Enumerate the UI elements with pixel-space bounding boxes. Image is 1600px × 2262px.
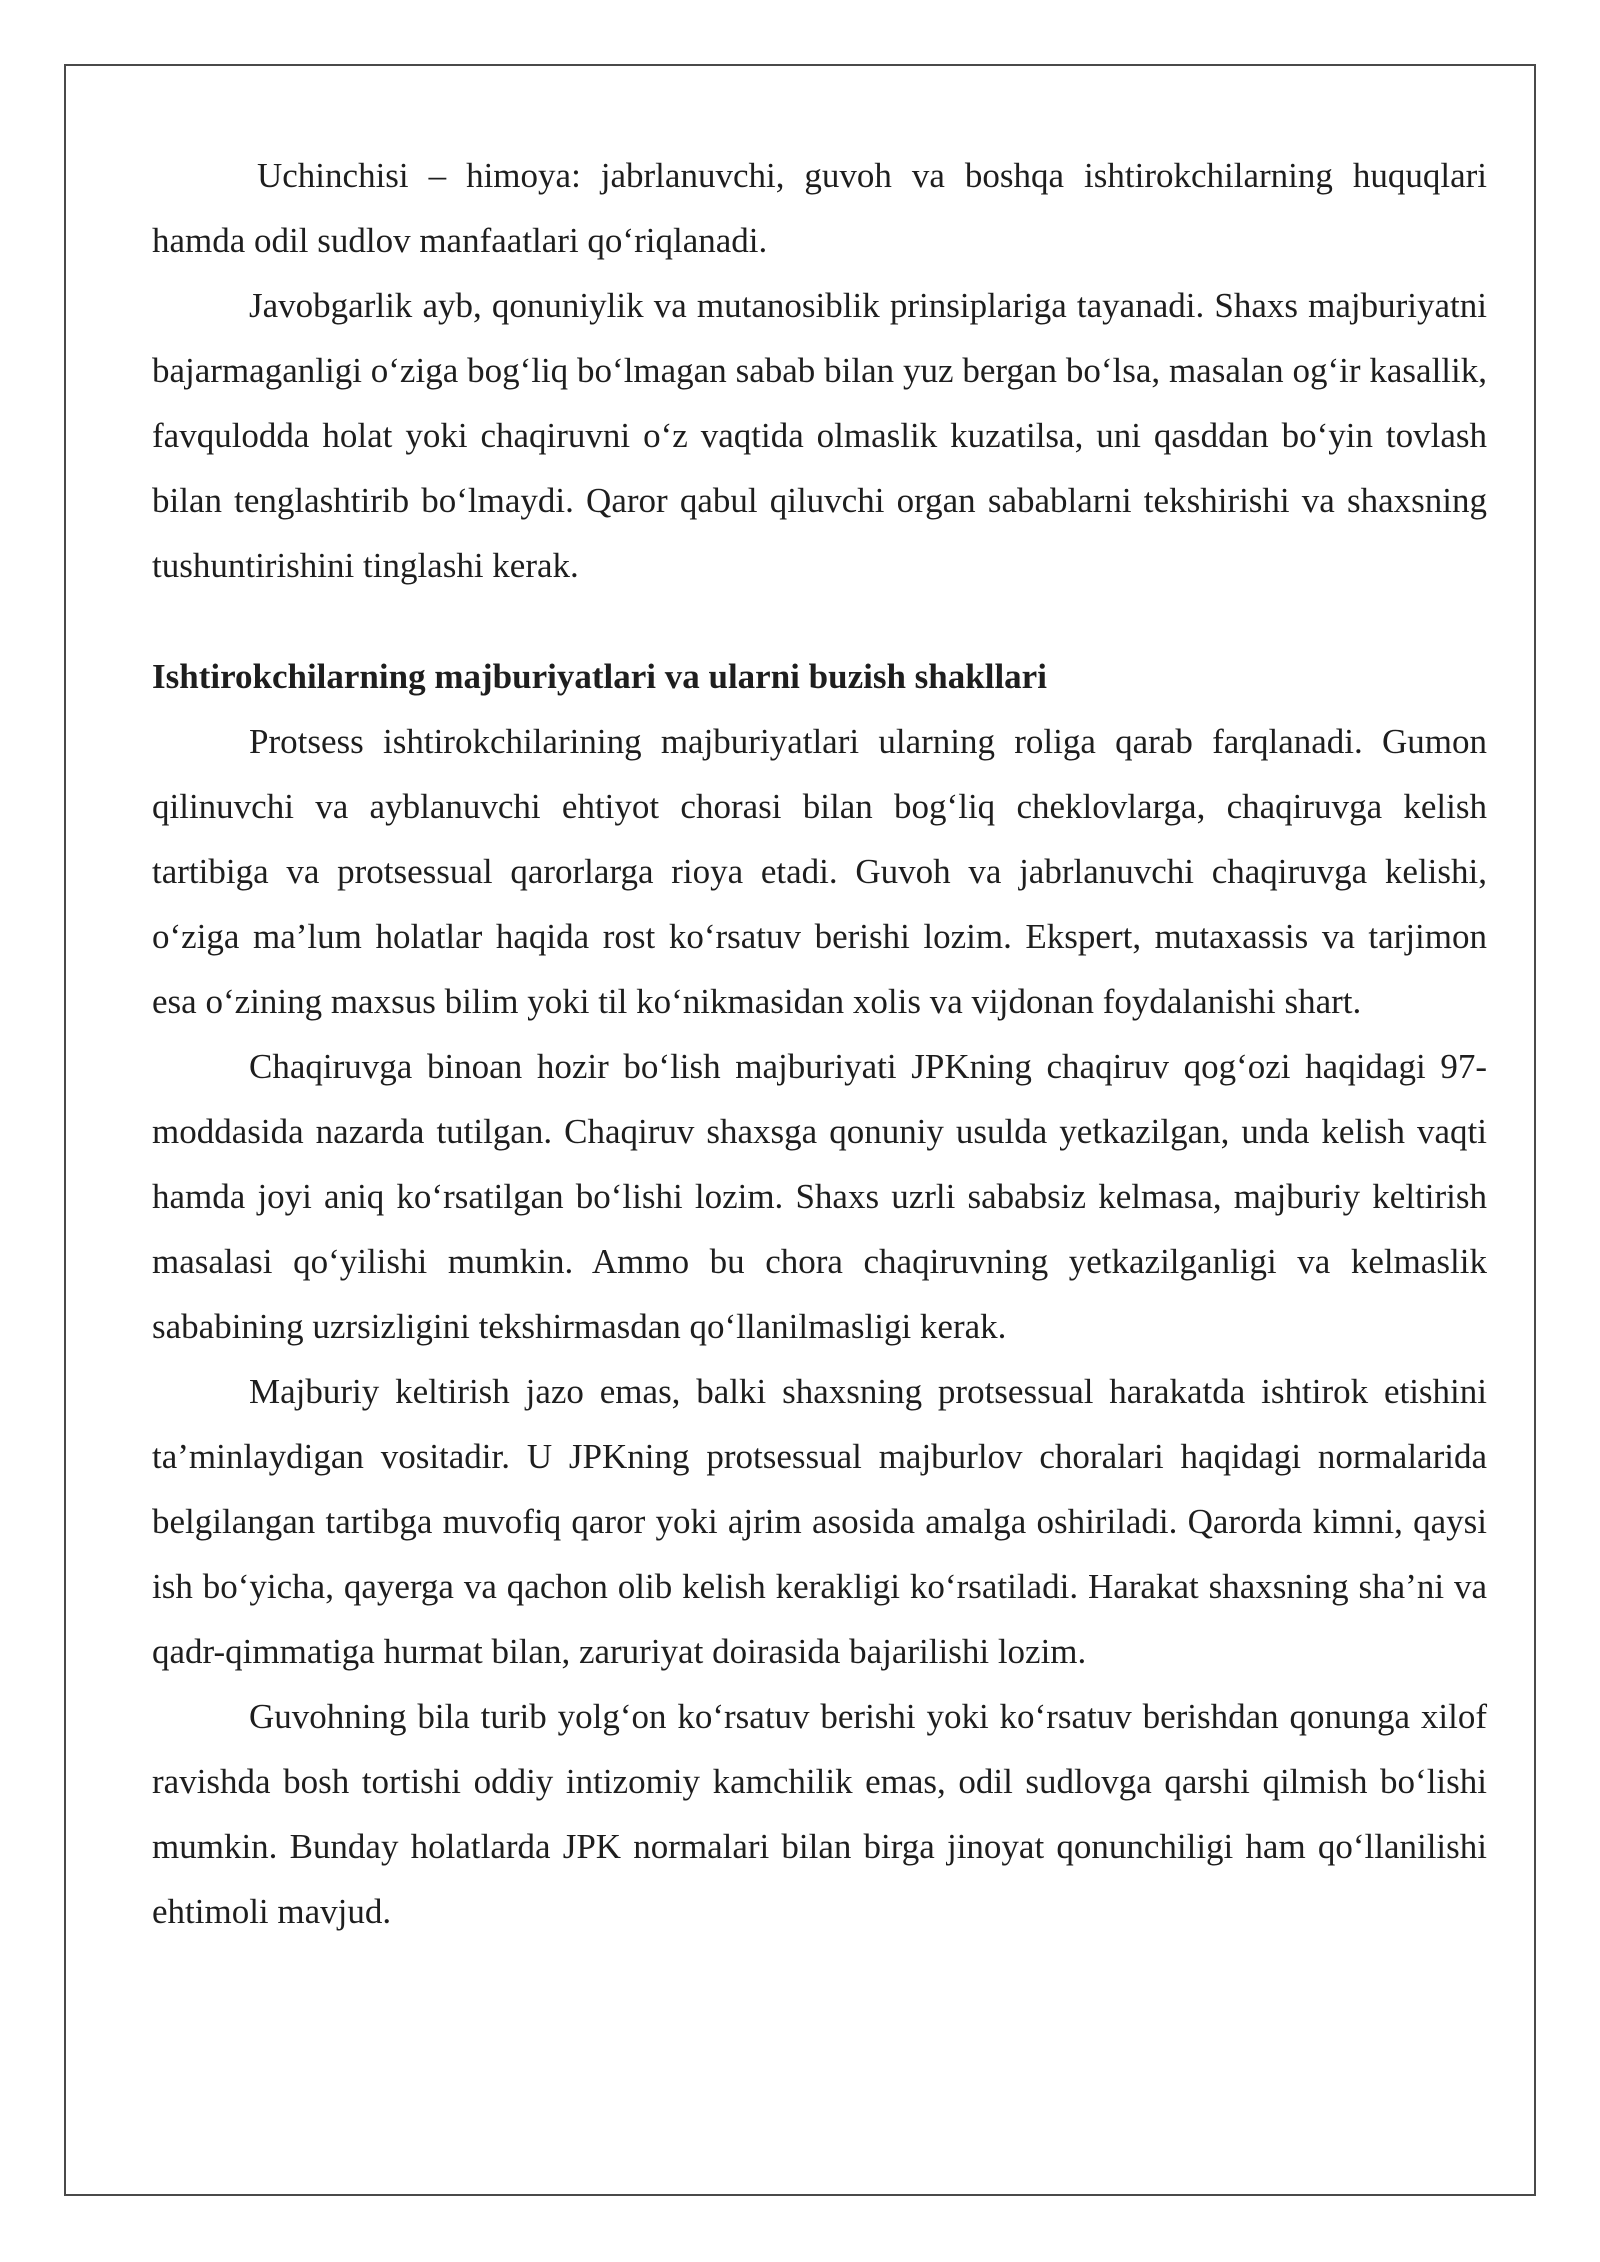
paragraph: Majburiy keltirish jazo emas, balki shaxsning protsessual harakatda ishtirok etishini ta’minlaydigan vositadir. U JPKning protsessual majburlov choralari haqidagi normalarida belgilangan tartibga muvofiq qaror yoki ajrim asosida amalga oshiriladi. Qarorda kimni, qaysi ish bo‘yicha, qayerga va qachon olib kelish kerakligi ko‘rsatiladi. Harakat shaxsning sha’ni va qadr-qimmatiga hurmat bilan, zaruriyat doirasida bajarilishi lozim. <box>152 1372 1487 1671</box>
paragraph: Javobgarlik ayb, qonuniylik va mutanosiblik prinsiplariga tayanadi. Shaxs majburiyatni bajarmaganligi o‘ziga bog‘liq bo‘lmagan sabab bilan yuz bergan bo‘lsa, masalan og‘ir kasallik, favqulodda holat yoki chaqiruvni o‘z vaqtida olmaslik kuzatilsa, uni qasddan bo‘yin tovlash bilan tenglashtirib bo‘lmaydi. Qaror qabul qiluvchi organ sabablarni tekshirishi va shaxsning tushuntirishini tinglashi kerak. <box>152 286 1487 585</box>
paragraph: Uchinchisi – himoya: jabrlanuvchi, guvoh va boshqa ishtirokchilarning huquqlari hamda odil sudlov manfaatlari qo‘riqlanadi. <box>152 156 1487 260</box>
paragraph: Guvohning bila turib yolg‘on ko‘rsatuv berishi yoki ko‘rsatuv berishdan qonunga xilof ravishda bosh tortishi oddiy intizomiy kamchilik emas, odil sudlovga qarshi qilmish bo‘lishi mumkin. Bunday holatlarda JPK normalari bilan birga jinoyat qonunchiligi ham qo‘llanilishi ehtimoli mavjud. <box>152 1697 1487 1931</box>
document-body <box>152 143 1487 1944</box>
section-heading: Ishtirokchilarning majburiyatlari va ularni buzish shakllari <box>152 657 1047 696</box>
paragraph-spacer <box>152 598 1487 616</box>
paragraph: Protsess ishtirokchilarining majburiyatlari ularning roliga qarab farqlanadi. Gumon qilinuvchi va ayblanuvchi ehtiyot chorasi bilan bog‘liq cheklovlarga, chaqiruvga kelish tartibiga va protsessual qarorlarga rioya etadi. Guvoh va jabrlanuvchi chaqiruvga kelishi, o‘ziga ma’lum holatlar haqida rost ko‘rsatuv berishi lozim. Ekspert, mutaxassis va tarjimon esa o‘zining maxsus bilim yoki til ko‘nikmasidan xolis va vijdonan foydalanishi shart. <box>152 722 1487 1021</box>
paragraph: Chaqiruvga binoan hozir bo‘lish majburiyati JPKning chaqiruv qog‘ozi haqidagi 97-moddasida nazarda tutilgan. Chaqiruv shaxsga qonuniy usulda yetkazilgan, unda kelish vaqti hamda joyi aniq ko‘rsatilgan bo‘lishi lozim. Shaxs uzrli sababsiz kelmasa, majburiy keltirish masalasi qo‘yilishi mumkin. Ammo bu chora chaqiruvning yetkazilganligi va kelmaslik sababining uzrsizligini tekshirmasdan qo‘llanilmasligi kerak. <box>152 1047 1487 1346</box>
